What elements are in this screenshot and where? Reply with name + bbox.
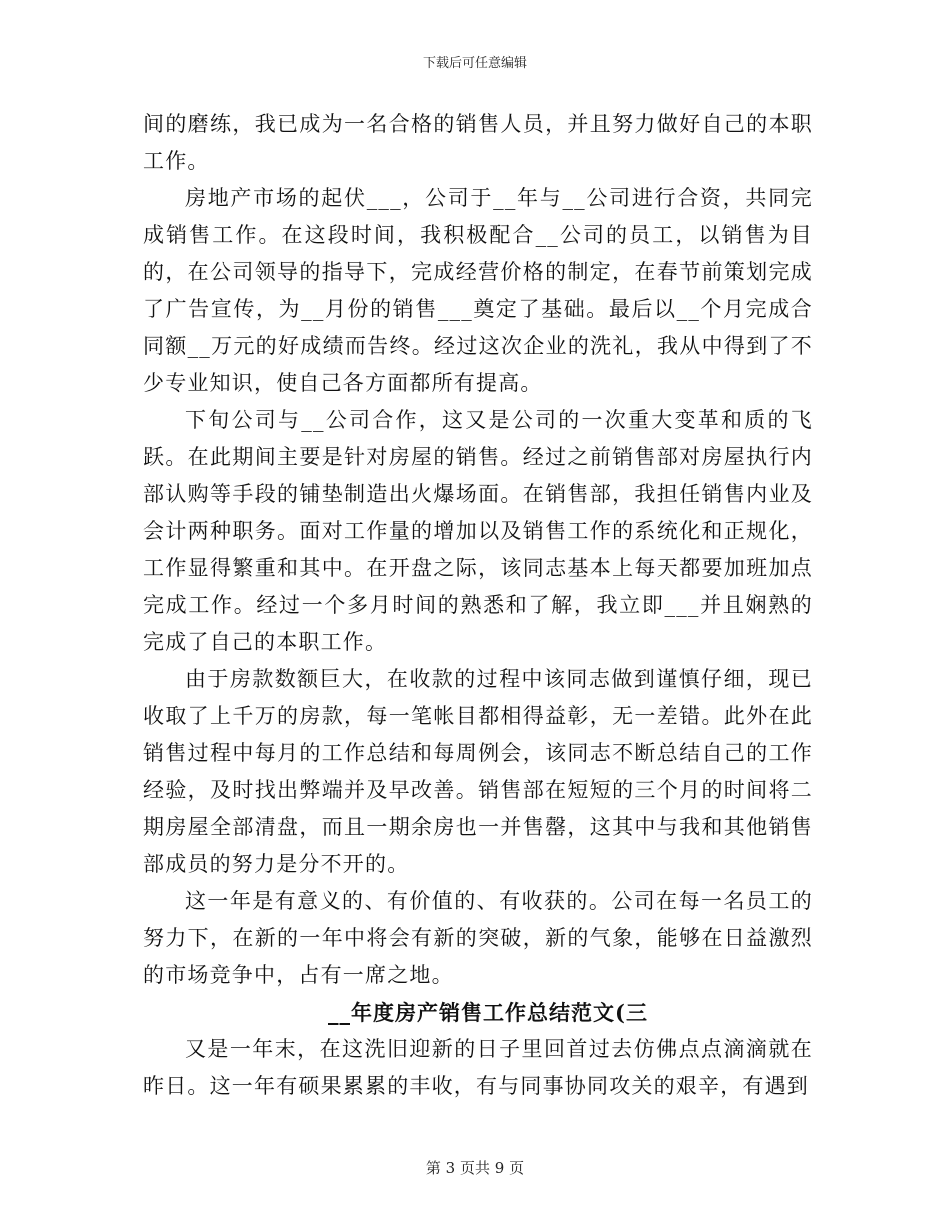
page-header-note: 下载后可任意编辑 xyxy=(422,56,527,71)
paragraph-cooperation: 下旬公司与__公司合作，这又是公司的一次重大变革和质的飞跃。在此期间主要是针对房屋的销售。经过之前销售部对房屋执行内部认购等手段的铺垫制造出火爆场面。在销售部，我担任销售内业及会计两种职务。面对工作量的增加以及销售工作的系统化和正规化，工作显得繁重和其中。在开盘之际，该同志基本上每天都要加班加点完成工作。经过一个多月时间的熟悉和了解，我立即___并且娴熟的完成了自己的本职工作。 xyxy=(143,408,813,654)
section-title: __年度房产销售工作总结范文(三 xyxy=(328,1000,648,1025)
paragraph-joint-venture: 房地产市场的起伏___，公司于__年与__公司进行合资，共同完成销售工作。在这段时间，我积极配合__公司的员工，以销售为目的，在公司领导的指导下，完成经营价格的制定，在春节前策划完成了广告宣传，为__月份的销售___奠定了基础。最后以__个月完成合同额__万元的好成绩而告终。经过这次企业的洗礼，我从中得到了不少专业知识，使自己各方面都所有提高。 xyxy=(143,186,813,395)
paragraph-year-summary: 这一年是有意义的、有价值的、有收获的。公司在每一名员工的努力下，在新的一年中将会有新的突破，新的气象，能够在日益激烈的市场竞争中，占有一席之地。 xyxy=(143,889,813,987)
paragraph-payments: 由于房款数额巨大，在收款的过程中该同志做到谨慎仔细，现已收取了上千万的房款，每一笔帐目都相得益彰，无一差错。此外在此销售过程中每月的工作总结和每周例会，该同志不断总结自己的工作经验，及时找出弊端并及早改善。销售部在短短的三个月的时间将二期房屋全部清盘，而且一期余房也一并售罄，这其中与我和其他销售部成员的努力是分不开的。 xyxy=(143,667,813,876)
paragraph-continued: 间的磨练，我已成为一名合格的销售人员，并且努力做好自己的本职工作。 xyxy=(143,112,813,173)
document-body xyxy=(143,106,813,1105)
paragraph-year-end: 又是一年末，在这洗旧迎新的日子里回首过去仿佛点点滴滴就在昨日。这一年有硕果累累的丰收，有与同事协同攻关的艰辛，有遇到 xyxy=(143,1037,813,1098)
page-footer: 第 3 页共 9 页 xyxy=(425,1159,525,1177)
